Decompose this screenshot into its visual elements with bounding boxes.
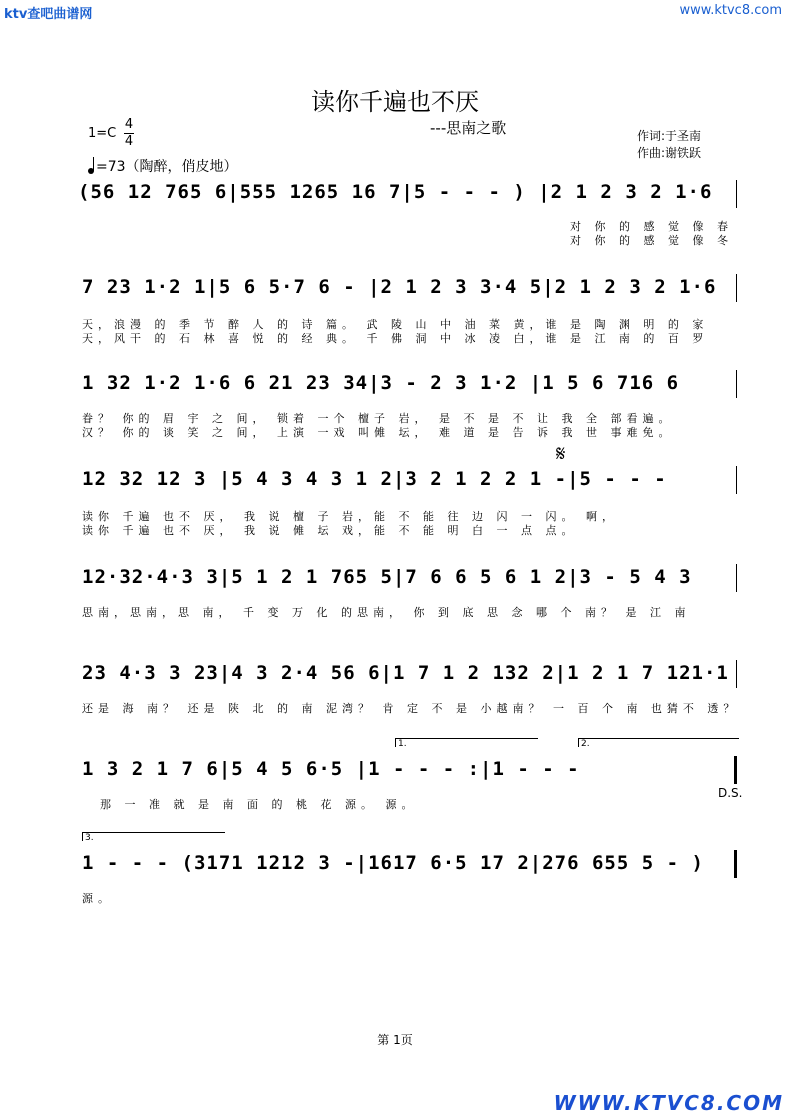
dal-segno-marking: D.S. xyxy=(718,786,743,800)
time-signature xyxy=(124,117,134,150)
lyric-row-6: 还是 海 南？ 还是 陕 北 的 南 泥湾？ 肯 定 不 是 小越南？ 一 百 个 南 也猜不 透？ xyxy=(82,702,740,715)
lyric-row-2-verse-1: 天，浪漫 的 季 节 醉 人 的 诗 篇。 武 陵 山 中 油 菜 黄，谁 是 陶 渊 明 的 家 xyxy=(82,318,709,331)
lyric-row-4-verse-2: 读你 千遍 也不 厌， 我 说 傩 坛 戏，能 不 能 明 白 一 点 点。 xyxy=(82,524,578,537)
final-barline xyxy=(734,850,737,878)
lyric-row-1-verse-1: 对 你 的 感 觉 像 春 xyxy=(570,220,733,233)
barline xyxy=(736,564,737,592)
tempo-text: =73（陶醉，俏皮地） xyxy=(96,159,238,175)
lyric-row-3-verse-2: 汉？ 你的 谈 笑 之 间， 上演 一戏 叫傩 坛， 难 道 是 告 诉 我 世 事难免。 xyxy=(82,426,675,439)
watermark: WWW.KTVC8.COM xyxy=(553,1091,784,1115)
barline xyxy=(736,274,737,302)
notation-row-3: 1 32 1·2 1·6 6 21 23 34|3 - 2 3 1·2 |1 5 6 716 6 xyxy=(82,372,680,394)
lyric-row-8: 源。 xyxy=(82,892,114,905)
song-title: 读你千遍也不厌 xyxy=(311,88,479,116)
segno-icon: 𝄋 xyxy=(556,442,566,467)
time-signature-top: 4 xyxy=(124,117,134,132)
composer-credit: 作曲:谢铁跃 xyxy=(637,146,702,160)
lyric-row-2-verse-2: 天，风干 的 石 林 喜 悦 的 经 典。 千 佛 洞 中 冰 凌 白，谁 是 江 南 的 百 罗 xyxy=(82,332,709,345)
volta-bracket-1: 1. xyxy=(395,738,538,747)
tempo-marking xyxy=(88,156,238,176)
time-signature-bottom: 4 xyxy=(124,134,134,149)
page-number: 第 1页 xyxy=(377,1033,413,1047)
key-signature: 1=C xyxy=(88,126,117,141)
notation-row-2: 7 23 1·2 1|5 6 5·7 6 - |2 1 2 3 3·4 5|2 1 2 3 2 1·6 xyxy=(82,276,717,298)
quarter-note-icon xyxy=(88,168,94,174)
barline xyxy=(736,660,737,688)
notation-row-8: 1 - - - (3171 1212 3 -|1617 6·5 17 2|276 655 5 - ) xyxy=(82,852,704,874)
notation-row-4: 12 32 12 3 |5 4 3 4 3 1 2|3 2 1 2 2 1 -|5 - - - xyxy=(82,468,667,490)
barline xyxy=(736,180,737,208)
lyric-row-7: 那 一 准 就 是 南 面 的 桃 花 源。 源。 xyxy=(100,798,418,811)
notation-row-1: (56 12 765 6|555 1265 16 7|5 - - - ) |2 1 2 3 2 1·6 xyxy=(78,181,713,203)
lyric-row-3-verse-1: 眷？ 你的 眉 宇 之 间， 锁着 一个 檀子 岩， 是 不 是 不 让 我 全 部看遍。 xyxy=(82,412,675,425)
barline xyxy=(736,370,737,398)
lyric-row-5: 思南，思南，思 南， 千 变 万 化 的思南， 你 到 底 思 念 哪 个 南？ 是 江 南 xyxy=(82,606,691,619)
song-subtitle: ---思南之歌 xyxy=(430,119,507,137)
lyric-row-1-verse-2: 对 你 的 感 觉 像 冬 xyxy=(570,234,733,247)
volta-bracket-2: 2. xyxy=(578,738,739,747)
volta-bracket-3: 3. xyxy=(82,832,225,841)
site-name-left: ktv查吧曲谱网 xyxy=(4,7,93,22)
final-barline xyxy=(734,756,737,784)
barline xyxy=(736,466,737,494)
site-url-right: www.ktvc8.com xyxy=(679,3,782,18)
lyricist-credit: 作词:于圣南 xyxy=(637,129,702,143)
notation-row-7: 1 3 2 1 7 6|5 4 5 6·5 |1 - - - :|1 - - - xyxy=(82,758,580,780)
lyric-row-4-verse-1: 读你 千遍 也不 厌， 我 说 檀 子 岩，能 不 能 往 边 闪 一 闪。 啊， xyxy=(82,510,618,523)
notation-row-5: 12·32·4·3 3|5 1 2 1 765 5|7 6 6 5 6 1 2|3 - 5 4 3 xyxy=(82,566,692,588)
notation-row-6: 23 4·3 3 23|4 3 2·4 56 6|1 7 1 2 132 2|1 2 1 7 121·1 xyxy=(82,662,729,684)
